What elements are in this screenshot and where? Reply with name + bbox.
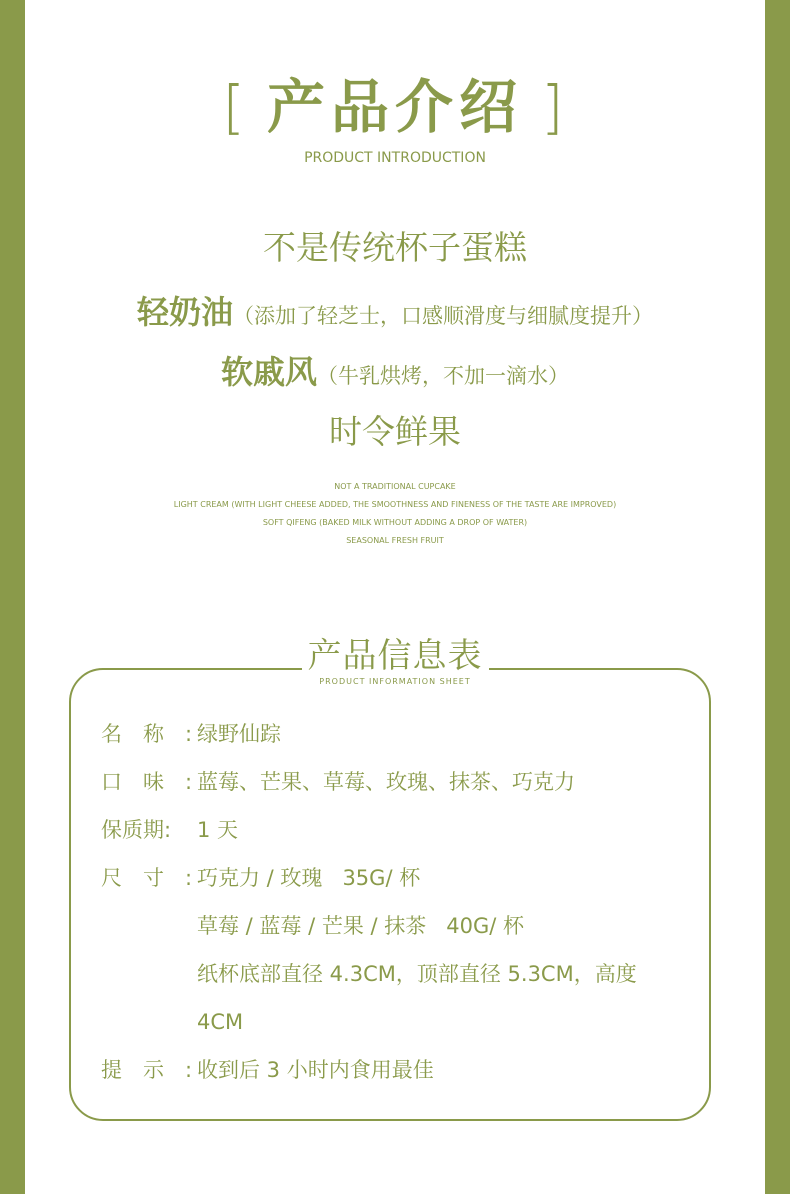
intro-line-1: 不是传统杯子蛋糕 [263,228,527,267]
info-sheet-subtitle: PRODUCT INFORMATION SHEET [315,677,474,686]
intro-line-3-note: （牛乳烘烤，不加一滴水） [317,364,569,388]
row-label: 尺寸: [101,866,214,890]
info-row-size [101,854,701,902]
info-table [101,710,701,1094]
info-row-tip [101,1046,701,1094]
info-row-shelf-life [101,806,701,854]
info-row-flavor [101,758,701,806]
title-text: 产品介绍 [266,73,523,141]
row-value: 1 天 [197,818,239,842]
row-label: 口味: [101,770,214,794]
intro-line-3 [0,350,790,398]
info-row-size-cont [101,902,701,950]
info-sheet-title: 产品信息表 [302,634,489,678]
row-value: 草莓 / 蓝莓 / 芒果 / 抹茶 40G/ 杯 [197,914,525,938]
row-value: 收到后 3 小时内食用最佳 [197,1058,434,1082]
intro-en-line: SEASONAL FRESH FRUIT [346,536,444,545]
right-border-bar [765,0,790,1194]
section-header [0,72,790,166]
row-label: 提示: [101,1058,214,1082]
row-value: 4CM [197,1010,244,1034]
bracket-left: [ [222,73,249,141]
row-value: 绿野仙踪 [197,722,281,746]
bracket-right: ] [541,73,568,141]
row-value: 蓝莓、芒果、草莓、玫瑰、抹茶、巧克力 [197,770,575,794]
intro-line-3-bold: 软戚风 [220,353,317,391]
intro-line-2-bold: 轻奶油 [136,293,233,331]
row-label: 保质期: [101,818,172,842]
intro-line-2-note: （添加了轻芝士，口感顺滑度与细腻度提升） [233,304,653,328]
intro-line-2 [0,290,790,338]
info-sheet-header [0,634,790,678]
intro-en-line: NOT A TRADITIONAL CUPCAKE [334,482,456,491]
intro-en-line: LIGHT CREAM (WITH LIGHT CHEESE ADDED, THE SMOOTHNESS AND FINENESS OF THE TASTE ARE IMPROVED) [173,500,617,509]
intro-en-line: SOFT QIFENG (BAKED MILK WITHOUT ADDING A DROP OF WATER) [262,518,528,527]
row-label: 名称: [101,722,214,746]
info-row-name [101,710,701,758]
row-value: 纸杯底部直径 4.3CM，顶部直径 5.3CM，高度 [197,962,637,986]
info-sheet-subtitle-wrap [0,677,790,686]
page-subtitle: PRODUCT INTRODUCTION [304,150,486,166]
intro-english [0,478,790,550]
intro-line-4: 时令鲜果 [329,412,461,451]
info-row-size-cont [101,950,701,998]
left-border-bar [0,0,25,1194]
row-value: 巧克力 / 玫瑰 35G/ 杯 [197,866,421,890]
page-title [0,72,790,142]
info-row-size-cont [101,998,701,1046]
